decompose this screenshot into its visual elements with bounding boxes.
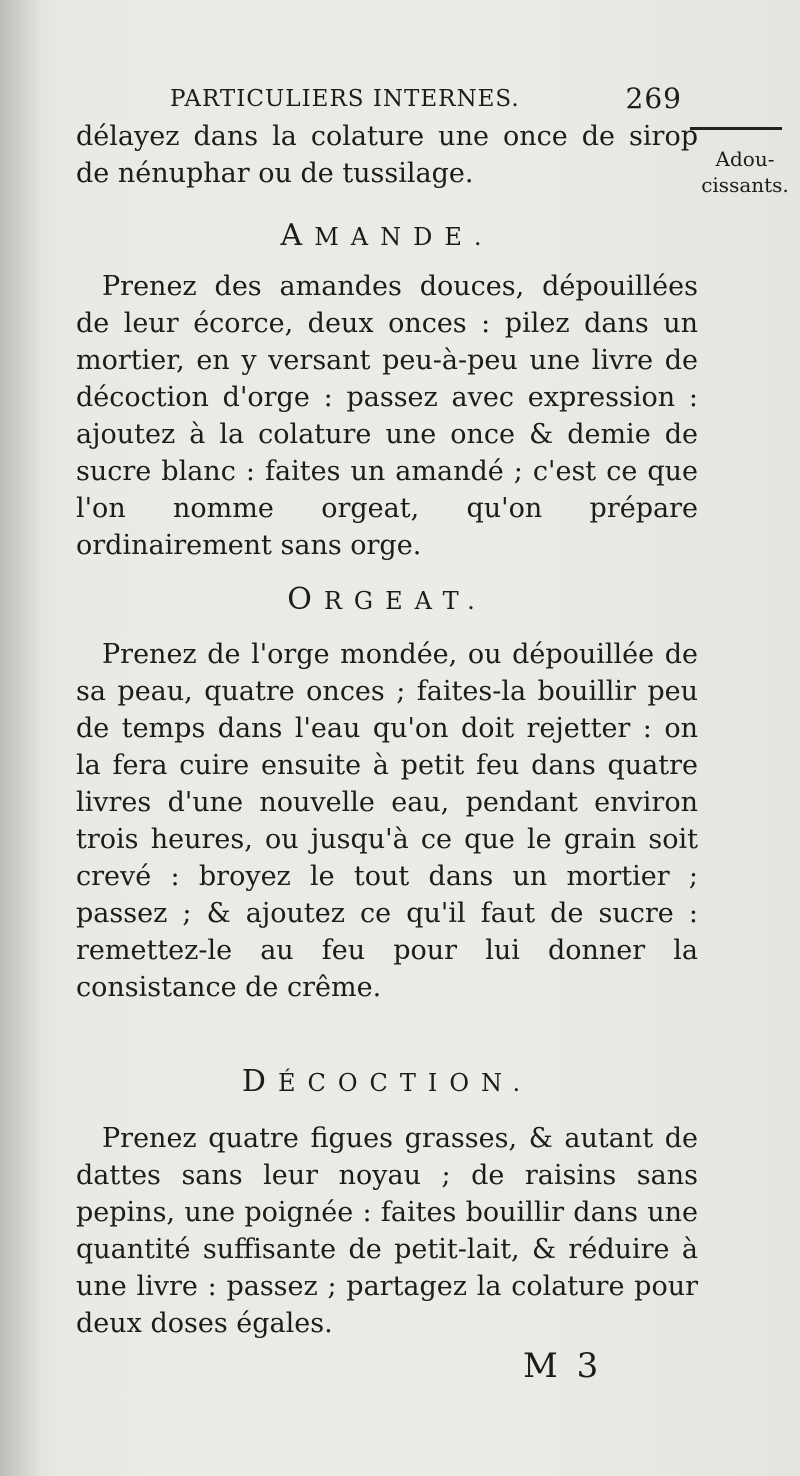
section-heading-orgeat	[76, 582, 698, 617]
signature-mark: M 3	[523, 1346, 603, 1386]
margin-note-line-2: cissants.	[701, 173, 789, 197]
margin-rule	[690, 127, 782, 130]
heading-rest: RGEAT.	[323, 587, 487, 615]
page-header	[170, 82, 690, 122]
heading-rest: ÉCOCTION.	[277, 1069, 533, 1097]
section-body-orgeat	[76, 636, 698, 1006]
heading-initial: D	[241, 1064, 278, 1099]
margin-note-line-1: Adou-	[715, 147, 775, 171]
gutter-shadow	[0, 0, 40, 1476]
margin-note	[690, 146, 800, 198]
heading-initial: A	[280, 218, 315, 253]
opening-text: délayez dans la colature une once de sirop de nénuphar ou de tussilage.	[76, 121, 698, 189]
section-body-decoction	[76, 1120, 698, 1342]
section-body-amande	[76, 268, 698, 564]
section-heading-decoction	[76, 1064, 698, 1099]
opening-paragraph	[76, 118, 698, 192]
running-head: PARTICULIERS INTERNES.	[170, 86, 520, 112]
section-heading-amande	[76, 218, 698, 253]
paragraph: Prenez quatre figues grasses, & autant de dattes sans leur noyau ; de raisins sans pepins, une poignée : faites bouillir dans une quantité suffisante de petit-lait, & réduire à une livre : passez ; partagez la colature pour deux doses égales.	[76, 1123, 698, 1339]
heading-initial: O	[287, 582, 324, 617]
page-number: 269	[625, 82, 682, 115]
paragraph: Prenez de l'orge mondée, ou dépouillée de sa peau, quatre onces ; faites-la bouillir peu de temps dans l'eau qu'on doit rejetter : on la fera cuire ensuite à petit feu dans quatre livres d'une nouvelle eau, pendant environ trois heures, ou jusqu'à ce que le grain soit crevé : broyez le tout dans un mortier ; passez ; & ajoutez ce qu'il faut de sucre : remettez-le au feu pour lui donner la consistance de crême.	[76, 639, 698, 1003]
heading-rest: MANDE.	[314, 223, 494, 251]
paragraph: Prenez des amandes douces, dépouillées de leur écorce, deux onces : pilez dans un mortier, en y versant peu-à-peu une livre de décoction d'orge : passez avec expression : ajoutez à la colature une once & demie de sucre blanc : faites un amandé ; c'est ce que l'on nomme orgeat, qu'on prépare ordinairement sans orge.	[76, 271, 698, 561]
